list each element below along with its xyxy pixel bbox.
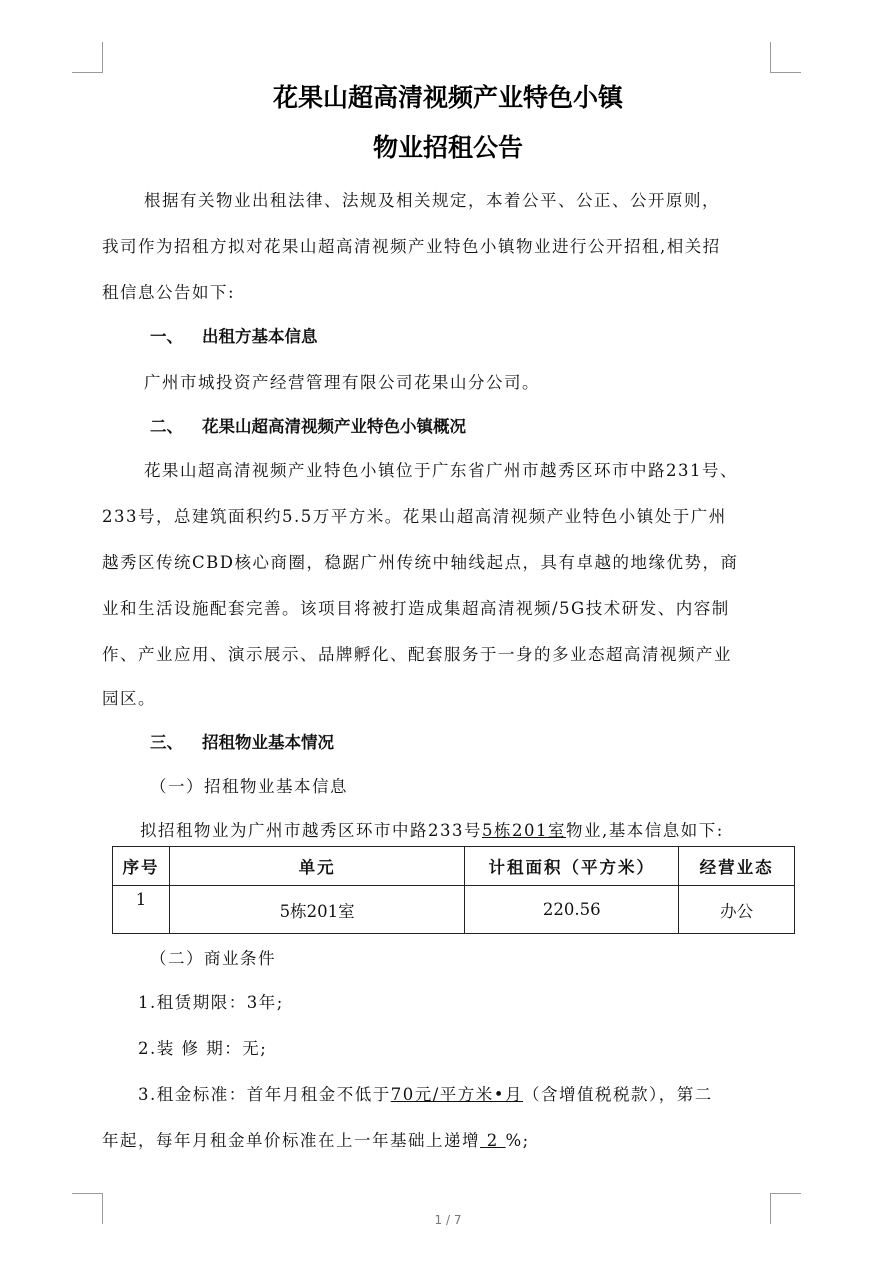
intro-paragraph: 根据有关物业出租法律、法规及相关规定，本着公平、公正、公开原则， [144, 191, 720, 210]
subsection-heading-2 [150, 936, 276, 982]
condition-decoration: 2.装 修 期：无; [138, 1039, 268, 1058]
condition-term: 1.租赁期限：3年; [138, 993, 284, 1012]
rent-text: （含增值税税款），第二 [523, 1085, 713, 1104]
cell-seq: 1 [113, 886, 170, 934]
subsection-title: 商业条件 [204, 949, 276, 968]
rent-increase-underlined: 2 [480, 1131, 506, 1150]
property-intro-text: 拟招租物业为广州市越秀区环市中路233号 [140, 821, 482, 840]
section-number: 三、 [150, 733, 183, 752]
section-number: 一、 [150, 327, 183, 346]
page-corner-mark [770, 42, 801, 73]
document-title-line1: 花果山超高清视频产业特色小镇 [272, 83, 623, 112]
rent-increase-text: 年起，每年月租金单价标准在上一年基础上递增 [102, 1131, 480, 1150]
cell-unit: 5栋201室 [169, 886, 465, 934]
condition-rent-increase [102, 1118, 792, 1164]
cell-type: 办公 [679, 886, 795, 934]
property-intro-text: 物业,基本信息如下: [566, 821, 724, 840]
table-header-row [113, 847, 795, 886]
section-title: 花果山超高清视频产业特色小镇概况 [202, 417, 466, 436]
table-row [113, 886, 795, 934]
section2-paragraph: 花果山超高清视频产业特色小镇位于广东省广州市越秀区环市中路231号、 [144, 461, 738, 480]
rent-text: 3.租金标准：首年月租金不低于 [138, 1085, 391, 1104]
header-unit: 单元 [169, 847, 465, 886]
rent-price-underlined: 70元/平方米•月 [390, 1085, 524, 1104]
property-unit-underlined: 5栋201室 [482, 821, 566, 840]
page-number: 1 / 7 [434, 1213, 462, 1227]
intro-paragraph: 租信息公告如下: [102, 283, 236, 302]
header-seq: 序号 [113, 847, 170, 886]
section-number: 二、 [150, 417, 183, 436]
cell-area: 220.56 [465, 886, 679, 934]
subsection-number: （二） [150, 949, 204, 968]
intro-paragraph: 我司作为招租方拟对花果山超高清视频产业特色小镇物业进行公开招租,相关招 [102, 237, 721, 256]
property-info-table [112, 846, 795, 934]
header-type: 经营业态 [679, 847, 795, 886]
section2-paragraph: 业和生活设施配套完善。该项目将被打造成集超高清视频/5G技术研发、内容制 [102, 599, 730, 618]
section-heading-1 [150, 314, 318, 360]
section-title: 出租方基本信息 [202, 327, 318, 346]
subsection-heading-1 [150, 764, 348, 810]
section2-paragraph: 作、产业应用、演示展示、品牌孵化、配套服务于一身的多业态超高清视频产业 [102, 645, 732, 664]
section-heading-2 [150, 404, 466, 450]
section-title: 招租物业基本情况 [202, 733, 334, 752]
section-heading-3 [150, 720, 334, 766]
condition-rent [138, 1072, 828, 1118]
section2-paragraph: 233号，总建筑面积约5.5万平方米。花果山超高清视频产业特色小镇处于广州 [102, 507, 727, 526]
subsection-number: （一） [150, 777, 204, 796]
section1-body: 广州市城投资产经营管理有限公司花果山分公司。 [144, 373, 540, 392]
page-corner-mark [72, 42, 103, 73]
section2-paragraph: 园区。 [102, 689, 156, 708]
header-area: 计租面积（平方米） [465, 847, 679, 886]
rent-increase-text: %; [505, 1131, 530, 1150]
document-title-line2: 物业招租公告 [372, 133, 523, 162]
subsection-title: 招租物业基本信息 [204, 777, 348, 796]
section2-paragraph: 越秀区传统CBD核心商圈，稳踞广州传统中轴线起点，具有卓越的地缘优势，商 [102, 553, 739, 572]
